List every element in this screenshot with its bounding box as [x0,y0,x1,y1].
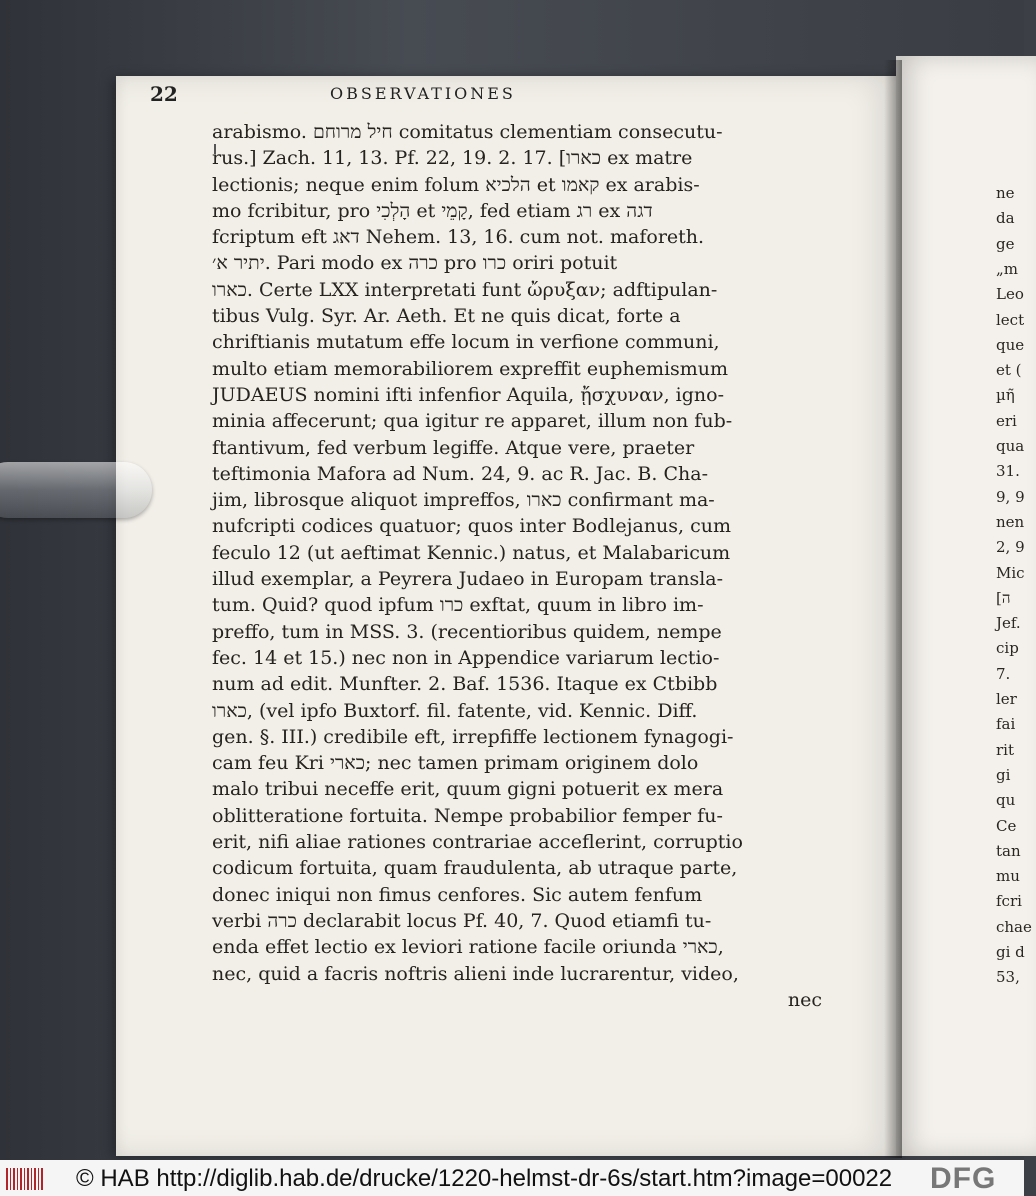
text-line: nec, quid a facris noftris alieni inde lucrarentur, video, [212,962,739,985]
facing-page-fragment: eri [996,411,1017,430]
text-line: oblitteratione fortuita. Nempe probabilior femper fu- [212,804,723,827]
facing-page-fragment: gi [996,765,1011,784]
facing-page-fragment: 7. [996,664,1011,683]
text-line: ftantivum, fed verbum legiffe. Atque vere, praeter [212,436,695,459]
running-title: OBSERVATIONES [330,84,516,103]
facing-page-fragment: µη̃ [996,386,1015,405]
text-line: num ad edit. Munfter. 2. Baf. 1536. Itaque ex Ctbibb [212,673,718,696]
text-line: erit, nifi aliae rationes contrariae acceflerint, corruptio [212,831,743,854]
facing-page-fragment: 2, 9 [996,538,1025,557]
facing-page-fragment: tan [996,841,1021,860]
facing-page-fragment: chae [996,917,1032,936]
facing-page-fragment: cip [996,639,1019,658]
facing-page-fragment: ne [996,184,1015,202]
text-line: teftimonia Mafora ad Num. 24, 9. ac R. Jac. B. Cha- [212,462,708,485]
catchword: nec [787,988,822,1011]
copyright-link[interactable]: © HAB http://diglib.hab.de/drucke/1220-helmst-dr-6s/start.htm?image=00022 [76,1165,893,1192]
text-line: fcriptum eft דאג Nehem. 13, 16. cum not. maforeth. [212,226,705,249]
page-header [150,82,810,106]
facing-page-fragment: lect [996,310,1025,329]
facing-page-fragment: fcri [996,892,1022,911]
facing-page-fragment: Ce [996,816,1017,835]
facing-page-fragment: ler [996,690,1017,708]
text-line: rus.] Zach. 11, 13. Pf. 22, 19. 2. 17. [כארו ex matre [212,147,693,170]
facing-page-fragment: [ה [996,588,1011,607]
text-line: illud exemplar, a Peyrera Judaeo in Europam transla- [212,568,724,591]
text-line: cam feu Kri כארי; nec tamen primam originem dolo [212,752,699,775]
text-line: enda effet lectio ex leviori ratione facile oriunda כארי, [212,936,724,959]
text-line: יתיר א׳. Pari modo ex כרה pro כרו oriri potuit [212,252,618,275]
facing-page-fragment: qu [996,791,1016,810]
text-line: donec iniqui non fimus cenfores. Sic autem fenfum [212,883,703,906]
text-line: tibus Vulg. Syr. Ar. Aeth. Et ne quis dicat, forte a [212,305,681,328]
text-line: lectionis; neque enim folum הלכיא et קאמו ex arabis- [212,173,700,196]
facing-page [896,56,1036,1156]
facing-page-fragment: mu [996,867,1020,886]
book-spine [884,60,902,1158]
facing-page-fragment: Jef. [996,614,1021,633]
text-line: כארו, (vel ipfo Buxtorf. fil. fatente, vid. Kennic. Diff. [212,699,698,722]
text-line: כארו. Certe LXX interpretati funt ὤρυξαν; adftipulan- [212,278,718,301]
facing-page-fragment: ge [996,234,1015,253]
barcode-logo-icon [6,1168,44,1190]
glass-rod-holder [0,462,152,518]
facing-page-fragment: rit [996,740,1014,759]
text-line: nufcripti codices quatuor; quos inter Bodlejanus, cum [212,515,732,538]
facing-page-fragment: 31. [996,462,1020,481]
facing-page-fragment: gi d [996,943,1025,961]
page-body-text [212,119,822,1013]
dfg-logo: DFG [930,1162,997,1195]
text-line: preffo, tum in MSS. 3. (recentioribus quidem, nempe [212,620,722,643]
text-line: verbi כרה declarabit locus Pf. 40, 7. Quod etiamfi tu- [212,909,712,932]
facing-page-fragment: fai [996,715,1016,734]
text-line: arabismo. חיל מרוחם comitatus clementiam consecutu- [212,121,723,143]
facing-page-fragment: que [996,335,1025,354]
facing-page-fragment: qua [996,437,1025,455]
text-line: codicum fortuita, quam fraudulenta, ab utraque parte, [212,857,738,880]
facing-page-fragment: 53, [996,968,1020,987]
facing-page-fragment: Leo [996,285,1024,304]
text-line: gen. §. III.) credibile eft, irrepfiffe lectionem fynagogi- [212,725,734,748]
facing-page-fragment: da [996,209,1015,228]
facing-page-fragment: nen [996,512,1025,531]
text-line: malo tribui neceffe erit, quum gigni potuerit ex mera [212,778,724,801]
facing-page-fragment: „m [996,259,1018,278]
facing-page-fragment: Mic [996,563,1025,582]
text-line: jim, librosque aliquot impreffos, כארו confirmant ma- [212,489,715,512]
page-number: 22 [150,82,178,106]
text-line: tum. Quid? quod ipfum כרו exftat, quum in libro im- [212,594,704,617]
facing-page-fragment: et ( [996,361,1022,380]
facing-page-fragment: 9, 9 [996,487,1025,506]
text-line: chriftianis mutatum effe locum in verfione communi, [212,331,720,354]
text-line: feculo 12 (ut aeftimat Kennic.) natus, et Malabaricum [212,541,731,564]
text-line: multo etiam memorabiliorem expreffit euphemismum [212,357,729,380]
text-line: fec. 14 et 15.) nec non in Appendice variarum lectio- [212,646,720,669]
text-line: minia affecerunt; qua igitur re apparet, illum non fub- [212,410,733,433]
footer-bar [0,1160,1024,1196]
text-line: JUDAEUS nomini ifti infenfior Aquila, ᾔσχυναν, igno- [212,383,725,406]
text-line: mo fcribitur, pro הָלְכִי et קָמֵי, fed etiam רג ex דגה [212,199,653,222]
